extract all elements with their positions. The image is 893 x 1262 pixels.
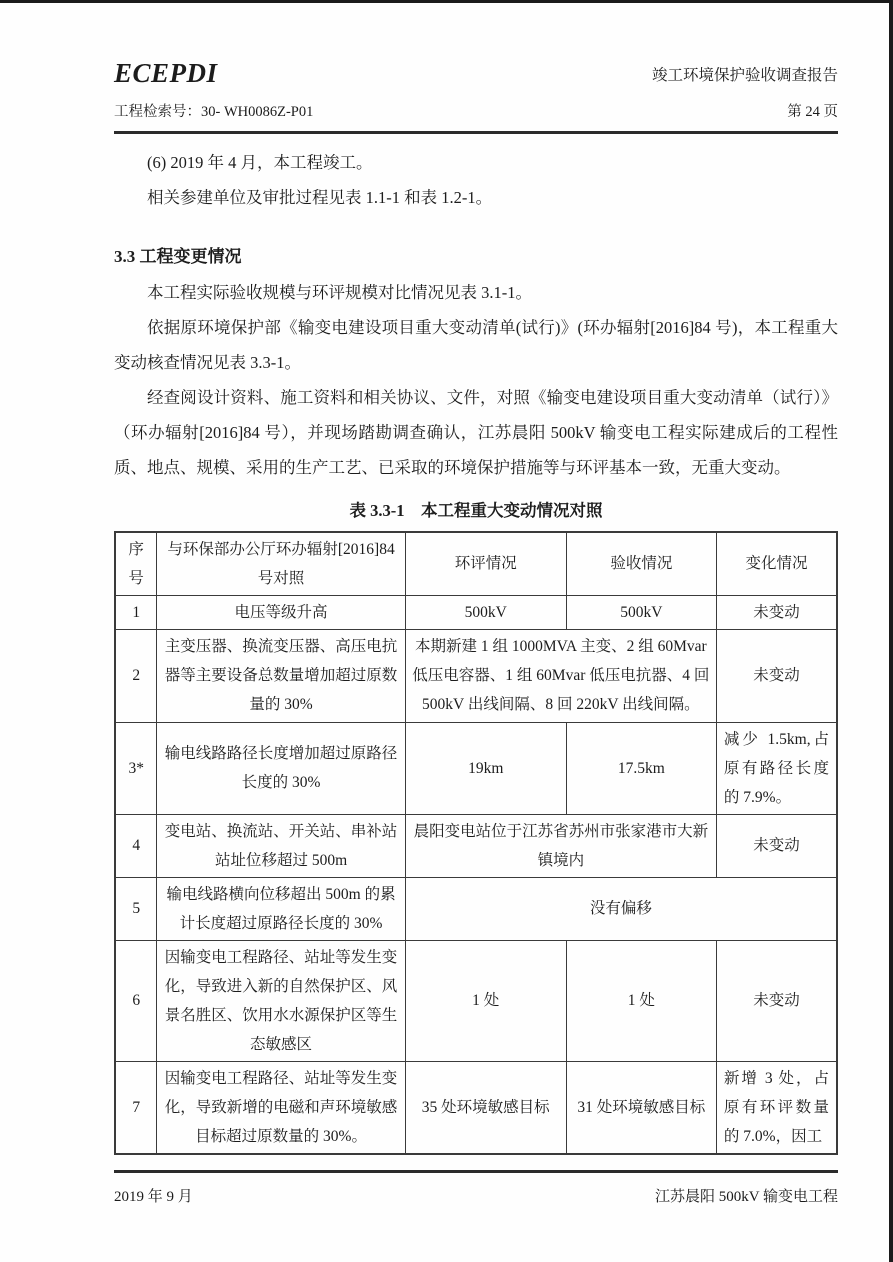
table-row <box>115 814 837 877</box>
scan-edge-top <box>0 0 893 3</box>
row-number-cell: 5 <box>115 877 157 940</box>
eia-cell: 500kV <box>405 595 566 629</box>
page-body <box>114 145 838 1155</box>
acceptance-cell: 1 处 <box>566 940 716 1061</box>
criterion-cell: 主变压器、换流变压器、高压电抗器等主要设备总数量增加超过原数量的 30% <box>157 629 405 722</box>
merged-situation-cell: 本期新建 1 组 1000MVA 主变、2 组 60Mvar 低压电容器、1 组 60Mvar 低压电抗器、4 回 500kV 出线间隔、8 回 220kV 出线间隔。 <box>405 629 716 722</box>
paragraph-basis: 依据原环境保护部《输变电建设项目重大变动清单(试行)》(环办辐射[2016]84 号)，本工程重大变动核查情况见表 3.3-1。 <box>114 317 838 372</box>
col-header-item: 与环保部办公厅环办辐射[2016]84 号对照 <box>157 532 405 596</box>
criterion-cell: 因输变电工程路径、站址等发生变化，导致新增的电磁和声环境敏感目标超过原数量的 30%。 <box>157 1061 405 1154</box>
row-number-cell: 7 <box>115 1061 157 1154</box>
row-number-cell: 3* <box>115 722 157 814</box>
major-change-table <box>114 531 838 1155</box>
row-number-cell: 6 <box>115 940 157 1061</box>
section-heading-3-3: 3.3 工程变更情况 <box>114 246 242 266</box>
doc-index-number: 工程检索号：30- WH0086Z-P01 <box>114 104 314 120</box>
report-title: 竣工环境保护验收调查报告 <box>651 67 838 84</box>
header-rule <box>114 131 838 134</box>
table-row <box>115 1061 837 1154</box>
row-number-cell: 4 <box>115 814 157 877</box>
col-header-eia: 环评情况 <box>405 532 566 596</box>
table-row <box>115 629 837 722</box>
col-header-change: 变化情况 <box>716 532 837 596</box>
change-cell: 未变动 <box>716 629 837 722</box>
acceptance-cell: 17.5km <box>566 722 716 814</box>
scan-edge-right <box>889 0 893 1262</box>
criterion-cell: 输电线路横向位移超出 500m 的累计长度超过原路径长度的 30% <box>157 877 405 940</box>
col-header-no-label: 序号 <box>128 540 144 587</box>
row-number-cell: 2 <box>115 629 157 722</box>
table-row <box>115 595 837 629</box>
criterion-cell: 电压等级升高 <box>157 595 405 629</box>
table-row <box>115 877 837 940</box>
page-number: 第 24 页 <box>787 104 838 120</box>
criterion-cell: 因输变电工程路径、站址等发生变化，导致进入新的自然保护区、风景名胜区、饮用水水源保护区等生态敏感区 <box>157 940 405 1061</box>
table-row <box>115 722 837 814</box>
change-cell: 未变动 <box>716 940 837 1061</box>
col-header-acceptance: 验收情况 <box>566 532 716 596</box>
change-cell: 未变动 <box>716 595 837 629</box>
merged-situation-cell: 没有偏移 <box>405 877 837 940</box>
eia-cell: 1 处 <box>405 940 566 1061</box>
table-header-row <box>115 532 837 596</box>
footer-project-name: 江苏晨阳 500kV 输变电工程 <box>654 1188 838 1205</box>
acceptance-cell: 500kV <box>566 595 716 629</box>
col-header-no <box>115 532 157 596</box>
paragraph-completion: (6) 2019 年 4 月，本工程竣工。 <box>147 152 373 172</box>
footer-date: 2019 年 9 月 <box>114 1188 193 1205</box>
change-cell: 减少 1.5km,占原有路径长度的 7.9%。 <box>716 722 837 814</box>
ecepdi-logo: ECEPDI <box>114 58 218 88</box>
table-row <box>115 940 837 1061</box>
criterion-cell: 输电线路路径长度增加超过原路径长度的 30% <box>157 722 405 814</box>
page-footer <box>114 1170 838 1208</box>
row-number-cell: 1 <box>115 595 157 629</box>
paragraph-reference-tables: 相关参建单位及审批过程见表 1.1-1 和表 1.2-1。 <box>147 187 493 207</box>
eia-cell: 19km <box>405 722 566 814</box>
merged-situation-cell: 晨阳变电站位于江苏省苏州市张家港市大新镇境内 <box>405 814 716 877</box>
change-cell: 未变动 <box>716 814 837 877</box>
criterion-cell: 变电站、换流站、开关站、串补站站址位移超过 500m <box>157 814 405 877</box>
paragraph-conclusion: 经查阅设计资料、施工资料和相关协议、文件，对照《输变电建设项目重大变动清单（试行）》（环办辐射[2016]84 号），并现场踏勘调查确认，江苏晨阳 500kV 输变电工程实际建成后的工程性质、地点、规模、采用的生产工艺、已采取的环境保护措施等与环评基本一致，无重大变动。 <box>114 387 838 477</box>
eia-cell: 35 处环境敏感目标 <box>405 1061 566 1154</box>
change-cell: 新增 3 处，占原有环评数量的 7.0%，因工 <box>716 1061 837 1154</box>
paragraph-scale-comparison: 本工程实际验收规模与环评规模对比情况见表 3.1-1。 <box>147 282 532 302</box>
acceptance-cell: 31 处环境敏感目标 <box>566 1061 716 1154</box>
page-header <box>114 0 838 134</box>
table-title: 表 3.3-1 本工程重大变动情况对照 <box>349 500 603 520</box>
footer-rule <box>114 1170 838 1173</box>
